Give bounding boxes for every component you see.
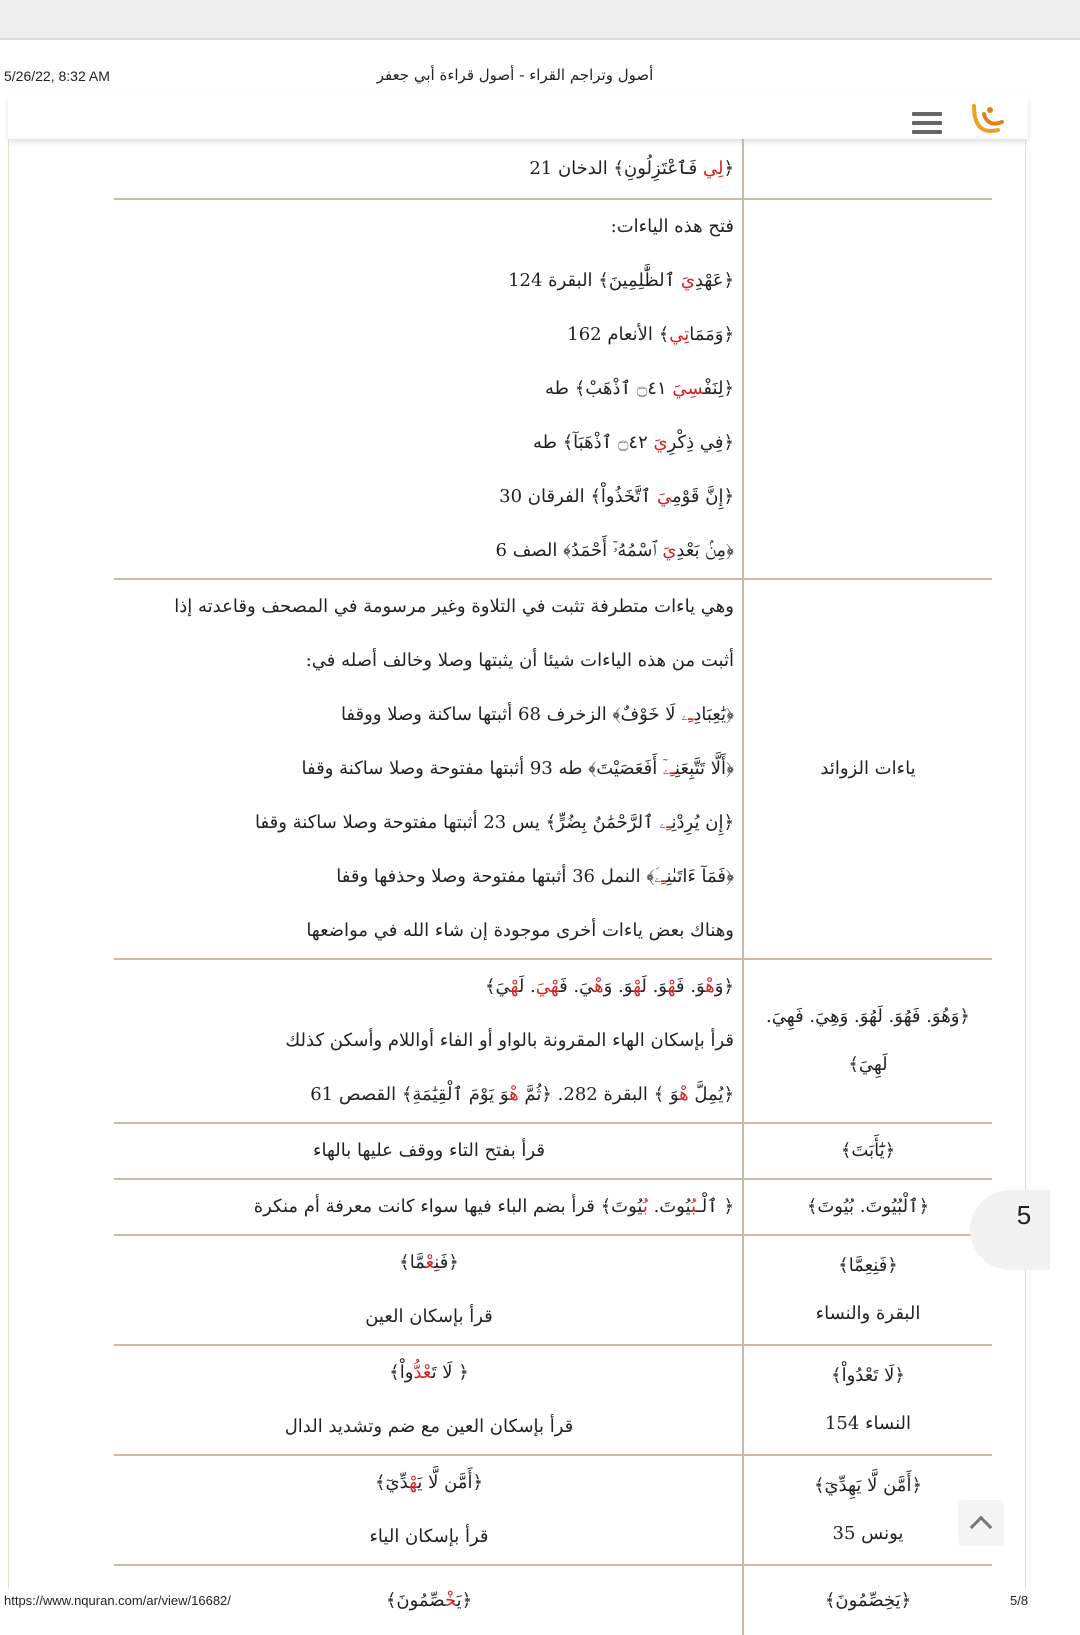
table-row bbox=[114, 1565, 992, 1635]
text-segment: ﴿إِن يُرِدْنِ bbox=[671, 812, 734, 833]
text-segment: أَفَعَصَيْتَ﴾ طه 93 أثبتها مفتوحة وصلا ساكنة وقفا bbox=[301, 758, 663, 779]
highlighted-reading: هْيَ bbox=[535, 976, 560, 997]
text-segment: ﴿أَلَّا تَتَّبِعَنِ bbox=[675, 758, 734, 779]
rule-line bbox=[124, 416, 734, 470]
table-row bbox=[114, 199, 992, 579]
rule-line bbox=[124, 362, 734, 416]
text-segment: قرأ بإسكان العين مع ضم وتشديد الدال bbox=[284, 1416, 574, 1437]
rule-cell bbox=[114, 1455, 743, 1565]
table-row bbox=[114, 1455, 992, 1565]
rule-line bbox=[124, 742, 734, 796]
text-segment: قرأ بإسكان العين bbox=[365, 1306, 493, 1327]
browser-top-band bbox=[0, 0, 1080, 40]
table-row bbox=[114, 1235, 992, 1345]
text-segment: يُوتَ. bbox=[647, 1196, 691, 1217]
rule-line bbox=[124, 308, 734, 362]
highlighted-reading: يَ bbox=[656, 486, 672, 507]
rule-cell bbox=[114, 199, 743, 579]
text-segment: النساء 154 bbox=[824, 1413, 911, 1434]
hamburger-menu-icon[interactable] bbox=[912, 112, 942, 134]
text-segment: وهي ياءات متطرفة تثبت في التلاوة وغير مرسومة في المصحف وقاعدته إذا bbox=[174, 596, 734, 617]
print-date: 5/26/22, 8:32 AM bbox=[4, 68, 110, 84]
rule-line bbox=[124, 1400, 734, 1454]
text-segment: وَ. وَ bbox=[603, 976, 634, 997]
highlighted-reading: عْ bbox=[425, 1252, 435, 1273]
word-line bbox=[744, 1041, 992, 1089]
word-line bbox=[744, 745, 992, 793]
rule-line bbox=[124, 960, 734, 1014]
word-line bbox=[744, 1352, 992, 1400]
text-segment: ۝٤١ ٱذْهَبْ﴾ طه bbox=[545, 378, 673, 399]
text-segment: البقرة والنساء bbox=[815, 1303, 921, 1324]
text-segment: ﴿يَٰعِبَادِ bbox=[693, 704, 734, 725]
text-segment: صِّمُونَ﴾ bbox=[385, 1589, 445, 1611]
table-row bbox=[114, 1179, 992, 1235]
word-line bbox=[744, 1462, 992, 1510]
rule-line bbox=[124, 850, 734, 904]
rule-cell bbox=[114, 1235, 743, 1345]
rule-line bbox=[124, 142, 734, 196]
text-segment: . لَ bbox=[518, 976, 536, 997]
rule-line bbox=[124, 1014, 734, 1068]
text-segment: ﴿ bbox=[723, 157, 734, 179]
text-segment: وهناك بعض ياءات أخرى موجودة إن شاء الله في مواضعها bbox=[306, 920, 734, 941]
highlighted-reading: تِي bbox=[669, 324, 690, 345]
text-segment: قرأ بإسكان الياء bbox=[369, 1526, 489, 1547]
word-cell bbox=[743, 579, 992, 959]
word-line bbox=[744, 1242, 992, 1290]
text-segment: ﴿يَخِصِّمُونَ﴾ bbox=[824, 1589, 912, 1611]
rule-line bbox=[124, 1346, 734, 1400]
word-line bbox=[744, 1510, 992, 1558]
highlighted-reading: ـِۦَ bbox=[654, 866, 667, 887]
highlighted-reading: خْ bbox=[444, 1589, 457, 1611]
rule-cell bbox=[114, 139, 743, 199]
text-segment: ﴿مِنۢ بَعْدِ bbox=[676, 540, 734, 561]
highlighted-reading: هْ bbox=[409, 1472, 418, 1493]
text-segment: ﴿فَمَآ ءَاتَىٰنِ bbox=[666, 866, 734, 887]
rule-cell bbox=[114, 1345, 743, 1455]
text-segment: ﴿يُمِلَّ bbox=[688, 1084, 734, 1105]
rule-line bbox=[124, 1510, 734, 1564]
text-segment: ﴿وَهُوَ. فَهُوَ. لَهُوَ. وَهِيَ. فَهِيَ. bbox=[766, 1006, 970, 1027]
rule-line bbox=[124, 1236, 734, 1290]
text-segment: ﴿أَمَّن لَّا يَهِدِّيٓ﴾ bbox=[814, 1475, 922, 1496]
word-cell bbox=[743, 1565, 992, 1635]
text-segment: يونس 35 bbox=[832, 1523, 904, 1544]
scroll-to-top-button[interactable] bbox=[958, 1500, 1004, 1546]
page-number: 5 bbox=[1016, 1200, 1032, 1230]
text-segment: ﴿ لَا تَ bbox=[431, 1362, 469, 1383]
print-page-count: 5/8 bbox=[1010, 1593, 1029, 1608]
text-segment: لَا خَوْفٌ﴾ الزخرف 68 أثبتها ساكنة وصلا ووقفا bbox=[340, 704, 682, 725]
text-segment: وَ. لَ bbox=[641, 976, 668, 997]
highlighted-reading: يَ bbox=[653, 432, 668, 453]
rule-line bbox=[124, 470, 734, 524]
text-segment: ٱتَّخَذُواْ﴾ الفرقان 30 bbox=[499, 486, 657, 507]
highlighted-reading: سِيَ bbox=[672, 378, 704, 399]
word-line bbox=[744, 993, 992, 1041]
highlighted-reading: هْ bbox=[509, 1084, 519, 1105]
rule-line bbox=[124, 1456, 734, 1510]
word-cell bbox=[743, 139, 992, 199]
table-row bbox=[114, 139, 992, 199]
highlighted-reading: يَ bbox=[662, 540, 677, 561]
word-line bbox=[744, 1577, 992, 1625]
rule-line bbox=[124, 200, 734, 254]
text-segment: يَ﴾ bbox=[484, 976, 511, 997]
rule-line bbox=[124, 688, 734, 742]
highlighted-reading: بُ bbox=[690, 1196, 697, 1217]
highlighted-reading: هْ bbox=[633, 976, 642, 997]
text-segment: ﴾ الأنعام 162 bbox=[567, 324, 670, 345]
rule-cell bbox=[114, 959, 743, 1123]
text-segment: ﴿وَمَمَا bbox=[689, 324, 734, 345]
text-segment: ﴿ٱلْبُيُوتَ. بُيُوتَ﴾ bbox=[806, 1196, 930, 1217]
text-segment: ﴿لَا تَعْدُواْ﴾ bbox=[831, 1365, 905, 1386]
rule-cell bbox=[114, 1123, 743, 1179]
site-header bbox=[8, 95, 1028, 139]
highlighted-reading: هْ bbox=[667, 976, 676, 997]
rule-line bbox=[124, 580, 734, 634]
highlighted-reading: ـِۦ bbox=[681, 704, 694, 725]
highlighted-reading: هْ bbox=[510, 976, 519, 997]
word-line bbox=[744, 1183, 992, 1231]
word-cell bbox=[743, 1123, 992, 1179]
text-segment: وَ يَوْمَ ٱلْقِيَٰمَةِ﴾ القصص 61 bbox=[310, 1084, 510, 1105]
text-segment: واْ﴾ bbox=[389, 1362, 414, 1383]
text-segment: وَ ﴾ البقرة 282. ﴿ثُمَّ bbox=[518, 1084, 680, 1105]
rule-cell bbox=[114, 1179, 743, 1235]
text-segment: دِّيٓ﴾ bbox=[374, 1472, 410, 1493]
word-line bbox=[744, 1290, 992, 1338]
word-cell bbox=[743, 1179, 992, 1235]
print-url: https://www.nquran.com/ar/view/16682/ bbox=[4, 1593, 231, 1608]
table-row bbox=[114, 1345, 992, 1455]
word-line bbox=[744, 1400, 992, 1448]
highlighted-reading: هْ bbox=[705, 976, 715, 997]
text-segment: قرأ بإسكان الهاء المقرونة بالواو أو الفاء أواللام وأسكن كذلك bbox=[285, 1030, 734, 1051]
text-segment: يُوتَ﴾ قرأ بضم الباء فيها سواء كانت معرفة أم منكرة bbox=[253, 1196, 643, 1217]
text-segment: ﴿أَمَّن لَّا يَ bbox=[417, 1472, 483, 1493]
text-segment: ﴿وَ bbox=[714, 976, 734, 997]
rule-cell bbox=[114, 579, 743, 959]
text-segment: ٱلرَّحْمَٰنُ بِضُرٍّ﴾ يس 23 أثبتها مفتوحة وصلا ساكنة وقفا bbox=[255, 812, 660, 833]
word-cell bbox=[743, 959, 992, 1123]
text-segment: وَ. فَ bbox=[675, 976, 706, 997]
text-segment: فَٱعْتَزِلُونِ﴾ الدخان 21 bbox=[529, 157, 703, 179]
text-segment: ﴾ النمل 36 أثبتها مفتوحة وصلا وحذفها وقفا bbox=[336, 866, 655, 887]
text-segment: يَ. فَ bbox=[559, 976, 595, 997]
text-segment: أثبت من هذه الياءات شيئا أن يثبتها وصلا وخالف أصله في: bbox=[305, 650, 734, 671]
rule-line bbox=[124, 796, 734, 850]
readings-table bbox=[114, 139, 992, 1635]
text-segment: ياءات الزوائد bbox=[820, 758, 916, 779]
text-segment: ﴿يَٰٓأَبَتَ﴾ bbox=[840, 1140, 896, 1161]
rule-line bbox=[124, 1068, 734, 1122]
text-segment: ﴿عَهْدِ bbox=[694, 270, 734, 291]
text-segment: ٱسْمُهُۥٓ أَحْمَدُ﴾ الصف 6 bbox=[495, 540, 663, 561]
text-segment: مَّا﴾ bbox=[399, 1252, 426, 1273]
rule-line bbox=[124, 1124, 734, 1178]
text-segment: ﴿ ٱلْـ bbox=[696, 1196, 734, 1217]
text-segment: ﴿فَنِعِمَّا﴾ bbox=[838, 1255, 898, 1276]
site-logo-icon[interactable] bbox=[968, 100, 1008, 140]
rule-line bbox=[124, 524, 734, 578]
word-cell bbox=[743, 1455, 992, 1565]
text-segment: ۝٤٢ ٱذْهَبَآ﴾ طه bbox=[532, 432, 654, 453]
text-segment: قرأ بفتح التاء ووقف عليها بالهاء bbox=[313, 1140, 545, 1161]
table-row bbox=[114, 959, 992, 1123]
rule-line bbox=[124, 254, 734, 308]
text-segment: ﴿فِي ذِكْرِ bbox=[667, 432, 734, 453]
highlighted-reading: يَ bbox=[680, 270, 695, 291]
text-segment: ﴿يَ bbox=[456, 1589, 473, 1611]
highlighted-reading: عْدُّ bbox=[413, 1362, 432, 1383]
text-segment: فتح هذه الياءات: bbox=[610, 216, 734, 237]
highlighted-reading: هْ bbox=[679, 1084, 689, 1105]
word-cell bbox=[743, 1345, 992, 1455]
highlighted-reading: ـِۦٓ bbox=[662, 758, 676, 779]
print-title: أصول وتراجم القراء - أصول قراءة أبي جعفر bbox=[376, 66, 654, 84]
highlighted-reading: بُ bbox=[642, 1196, 648, 1217]
word-cell bbox=[743, 199, 992, 579]
table-row bbox=[114, 579, 992, 959]
highlighted-reading: ـِۦ bbox=[659, 812, 672, 833]
text-segment: ٱلظَّٰلِمِينَ﴾ البقرة 124 bbox=[508, 270, 681, 291]
word-line bbox=[744, 1127, 992, 1175]
word-cell bbox=[743, 1235, 992, 1345]
text-segment: ﴿لِنَفْ bbox=[703, 378, 734, 399]
text-segment: ﴿إِنَّ قَوْمِ bbox=[671, 486, 734, 507]
text-segment: ﴿فَنِ bbox=[434, 1252, 459, 1273]
highlighted-reading: لِي bbox=[702, 157, 724, 179]
rule-line bbox=[124, 904, 734, 958]
text-segment: لَهِيَ﴾ bbox=[848, 1054, 888, 1075]
highlighted-reading: هْ bbox=[594, 976, 604, 997]
table-row bbox=[114, 1123, 992, 1179]
rule-line bbox=[124, 1290, 734, 1344]
rule-line bbox=[124, 1180, 734, 1234]
rule-line bbox=[124, 634, 734, 688]
